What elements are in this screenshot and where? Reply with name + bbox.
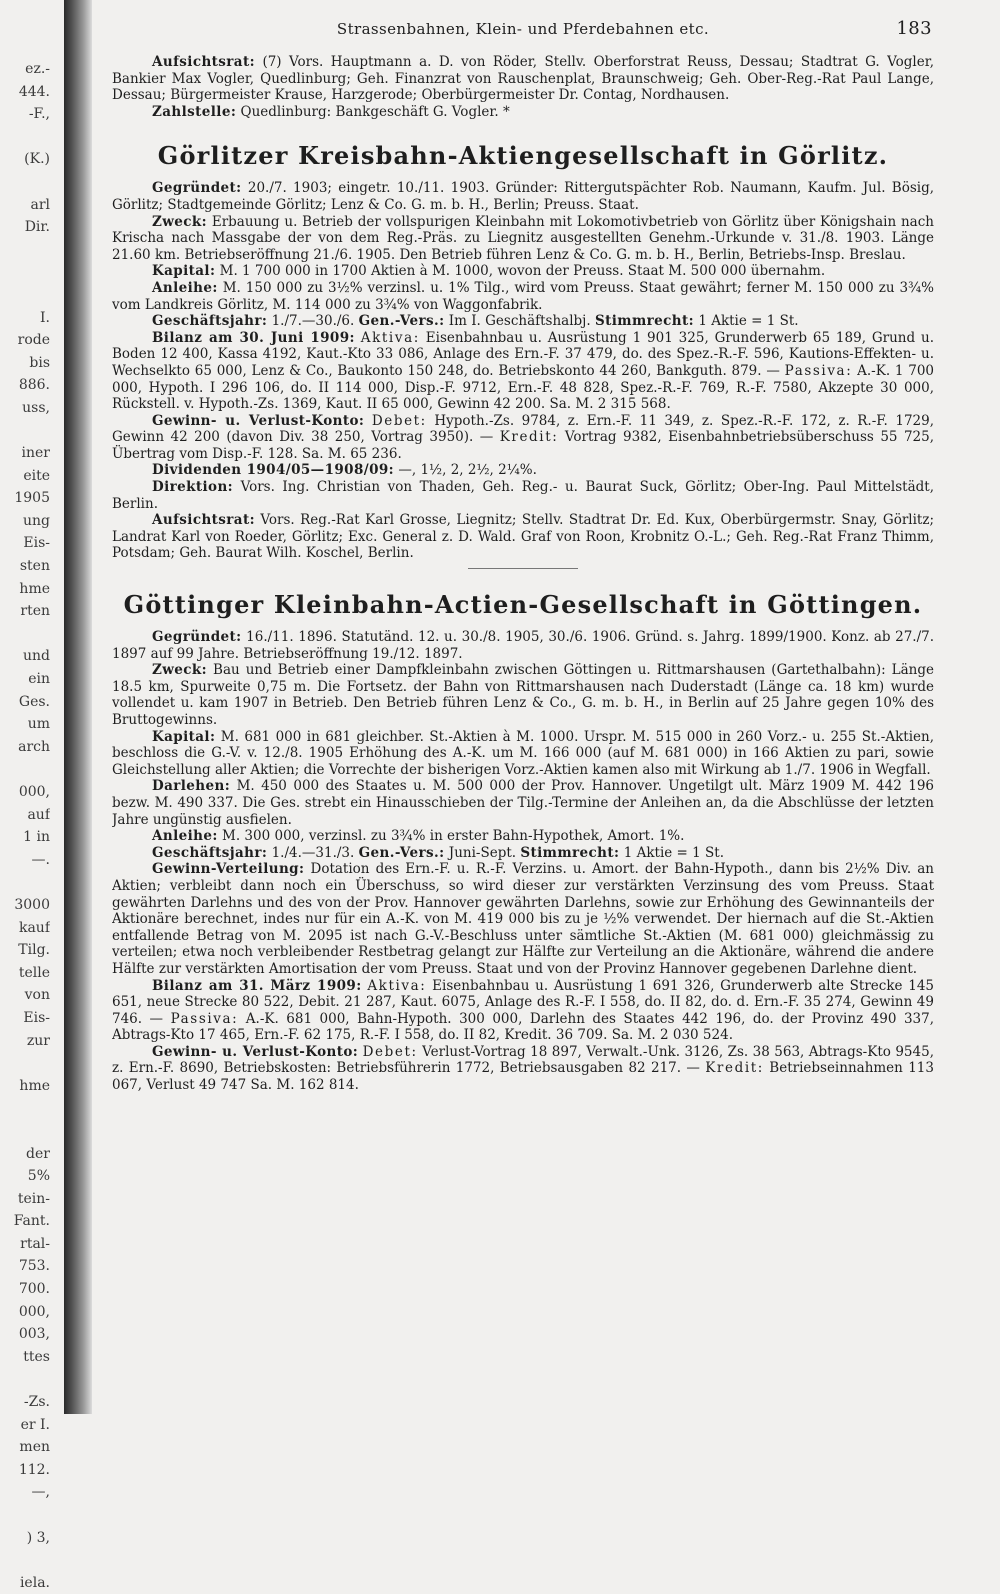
field-text: M. 450 000 des Staates u. M. 500 000 der Prov. Hannover. Ungetilgt ult. März 1909 M. 442 196 bezw. M. 490 337. Die Ges. strebt ein Hinausschieben der Tilg.-Termine der Anleihen an, da die Abschlüsse der letzten Jahre ungünstig ausfielen. [112,778,934,828]
margin-fragment: arch [18,738,50,755]
entry-paragraph [112,845,934,862]
field-label: Gewinn- u. Verlust-Konto: [152,1043,359,1060]
field-text: M. 300 000, verzinsl. zu 3¾% in erster Bahn-Hypothek, Amort. 1%. [222,828,685,845]
entry-paragraph [112,512,934,562]
margin-fragment: Fant. [13,1213,50,1230]
margin-fragment: Dir. [24,219,50,236]
field-label: Stimmrecht: [594,313,695,330]
entry-paragraph [112,462,934,479]
field-text: Vors. Ing. Christian von Thaden, Geh. Reg.- u. Baurat Suck, Görlitz; Ober-Ing. Paul Mittelstädt, Berlin. [112,479,934,512]
field-text: M. 150 000 zu 3½% verzinsl. u. 1% Tilg., wird vom Preuss. Staat gewährt; ferner M. 150 000 zu 3¾% vom Landkreis Görlitz, M. 114 000 zu 3¾% von Waggonfabrik. [112,279,934,313]
margin-fragment: arl [30,196,50,213]
field-label: Zahlstelle: [152,103,237,120]
entry-paragraph [112,662,934,728]
spaced-label: Passiva: [170,1010,239,1027]
entry-paragraph [112,180,934,213]
entry-paragraph [112,861,934,977]
field-label: Zweck: [152,662,208,679]
field-text: A.-K. 1 700 000, Hypoth. I 296 106, do. II 114 000, Disp.-F. 9712, Ern.-F. 48 828, Spez.-R.-F. 769, R.-F. 7580, Akzepte 30 000, Rückstell. v. Hypoth.-Zs. 1369, Kaut. II 65 000, Gewinn 42 200. Sa. M. 2 315 568. [112,362,934,413]
field-text: 16./11. 1896. Statutänd. 12. u. 30./8. 1905, 30./6. 1906. Gründ. s. Jahrg. 1899/1900. Konz. ab 27./7. 1897 auf 99 Jahre. Betriebseröffnung 19./12. 1897. [112,629,934,662]
entry-goerlitz [112,180,934,569]
margin-fragment: er I. [20,1416,50,1433]
field-label: Kapital: [152,263,216,280]
margin-fragment: 886. [18,377,50,394]
field-label: Anleihe: [152,279,218,296]
entry-paragraph [112,1044,934,1094]
field-text: Im I. Geschäftshalbj. [448,313,591,330]
margin-fragment: ) 3, [26,1529,50,1546]
entry-paragraph [112,104,934,121]
field-text: 1 Aktie = 1 St. [623,844,724,861]
entry-paragraph [112,828,934,845]
margin-fragment: —, [31,1484,50,1501]
margin-fragment: Eis- [23,1009,50,1026]
margin-fragment: 1 in [23,829,50,846]
entry-paragraph [112,313,934,330]
margin-fragment [0,1120,50,1143]
margin-fragment: von [24,987,50,1004]
entry-paragraph [112,978,934,1044]
margin-fragment: 700. [18,1281,50,1298]
margin-fragment [0,420,50,443]
field-label: Darlehen: [152,778,231,795]
facing-page-margin [0,58,50,1591]
field-text: Erbauung u. Betrieb der vollspurigen Kleinbahn mit Lokomotivbetrieb von Görlitz über Königshain nach Krischa nach Massgabe der von dem Reg.-Präs. zu Liegnitz ausgestellten Genehm.-Urkunde v. 31./8. 1903. Länge 21.60 km. Betriebseröffnung 21./6. 1905. Den Betrieb führen Lenz & Co. G. m. b. H., Berlin, Betriebs-Insp. Breslau. [112,213,934,263]
margin-fragment [0,1549,50,1572]
field-text: Eisenbahnbau u. Ausrüstung 1 901 325, Grunderwerb 65 189, Grund u. Boden 12 400, Kassa 4192, Kaut.-Kto 33 086, Anlage des Ern.-F. 37 479, do. des Spez.-R.-F. 596, Kautions-Effekten- u. Wechselkto 65 000, Lenz & Co., Baukonto 150 248, do. Betriebskonto 44 260, Bankguth. 879. — [112,329,934,379]
margin-fragment [0,758,50,781]
field-label: Bilanz am 31. März 1909: [152,977,362,994]
field-label: Gewinn-Verteilung: [152,861,305,878]
field-label: Geschäftsjahr: [152,844,268,861]
previous-entry-tail [112,54,934,120]
running-head-title: Strassenbahnen, Klein- und Pferdebahnen etc. [336,20,710,38]
spaced-label: Aktiva: [360,329,420,346]
margin-fragment: der [26,1145,50,1162]
margin-fragment: ttes [23,1348,50,1365]
field-text: 20./7. 1903; eingetr. 10./11. 1903. Gründer: Rittergutspächter Rob. Naumann, Kaufm. Jul. Bösig, Görlitz; Stadtgemeinde Görlitz; Lenz & Co. G. m. b. H., Berlin; Preuss. Staat. [112,180,934,213]
margin-mark: * [502,103,510,120]
field-text: —, 1½, 2, 2½, 2¼%. [398,462,537,479]
margin-fragment [0,171,50,194]
margin-fragment: Ges. [18,693,50,710]
margin-fragment [0,126,50,149]
field-text: M. 681 000 in 681 gleichber. St.-Aktien à M. 1000. Urspr. M. 515 000 in 260 Vorz.- u. 255 St.-Aktien, beschloss die G.-V. v. 12./8. 1905 Erhöhung des A.-K. um M. 166 000 (auf M. 681 000) in 166 Aktien zu pari, sowie Gleichstellung aller Aktien; die Vorrechte der bisherigen Vorz.-Aktien kamen also mit Wirkung ab 1./7. 1906 in Wegfall. [112,728,934,778]
running-head [112,14,934,44]
field-label: Anleihe: [152,828,218,845]
entry-paragraph [112,263,934,280]
spaced-label: Kredit: [705,1060,764,1077]
spaced-label: Kredit: [499,429,559,446]
field-text: Vors. Reg.-Rat Karl Grosse, Liegnitz; Stellv. Stadtrat Dr. Ed. Kux, Oberbürgermstr. Snay, Görlitz; Landrat Karl von Roeder, Görlitz; Exc. General z. D. Wald. Graf von Roon, Krobnitz O.-L.; Geh. Reg.-Rat Franz Thimm, Potsdam; Geh. Baurat Wilh. Koschel, Berlin. [112,512,934,562]
margin-fragment [0,261,50,284]
spaced-label: Aktiva: [367,977,427,994]
margin-fragment: 3000 [14,896,50,913]
field-text: Vortrag 9382, Eisenbahnbetriebsüberschuss 55 725, Übertrag vom Disp.-F. 128. Sa. M. 65 236. [112,429,934,462]
margin-fragment: ung [23,512,50,529]
field-label: Kapital: [152,728,216,745]
margin-fragment: iela. [19,1574,50,1591]
field-text: Hypoth.-Zs. 9784, z. Ern.-F. 11 349, z. Spez.-R.-F. 172, z. R.-F. 1729, Gewinn 42 200 (davon Div. 38 250, Vortrag 3950). — [112,412,934,446]
field-text: 1 Aktie = 1 St. [698,313,799,330]
entry-paragraph [112,330,934,413]
margin-fragment: 5% [27,1168,50,1185]
margin-fragment: ein [28,671,50,688]
margin-fragment: —. [31,851,50,868]
entry-paragraph [112,778,934,828]
spaced-label: Debet: [371,412,427,429]
margin-fragment: 753. [18,1258,50,1275]
page-number: 183 [896,18,932,39]
entry-paragraph [112,280,934,313]
field-label: Dividenden 1904/05—1908/09: [152,462,395,479]
field-text: M. 1 700 000 in 1700 Aktien à M. 1000, wovon der Preuss. Staat M. 500 000 übernahm. [219,263,826,280]
margin-fragment: telle [18,964,50,981]
margin-fragment: 1905 [14,490,50,507]
margin-fragment: um [27,716,50,733]
margin-fragment: rten [20,603,50,620]
field-text: Juni-Sept. [448,844,517,861]
entry-goettingen [112,629,934,1094]
field-label: Direktion: [152,479,234,496]
field-label: Gegründet: [152,629,242,646]
margin-fragment: sten [19,558,50,575]
margin-fragment: bis [29,354,50,371]
margin-fragment [0,1504,50,1527]
entry-paragraph [112,54,934,104]
field-label: Zweck: [152,213,208,230]
field-text: 1./7.—30./6. [271,313,355,330]
margin-fragment: iner [21,445,50,462]
field-label: Aufsichtsrat: [152,512,255,529]
field-text: A.-K. 681 000, Bahn-Hypoth. 300 000, Darlehn des Staates 442 196, do. der Provinz 490 337, Abtrags-Kto 17 465, Ern.-F. 62 175, R.-F. I 558, do. II 82, Kredit. 36 709. Sa. M. 2 030 524. [112,1010,934,1044]
field-text: Quedlinburg: Bankgeschäft G. Vogler. [240,103,499,120]
margin-fragment [0,871,50,894]
margin-fragment [0,284,50,307]
margin-fragment: rode [17,332,50,349]
field-label: Bilanz am 30. Juni 1909: [152,329,355,346]
field-text: Dotation des Ern.-F. u. R.-F. Verzins. u. Amort. der Bahn-Hypoth., dann bis 2½% Div. an Aktien; verbleibt dann noch ein Überschuss, so wird dieser zur verstärkten Verzinsung des vom Preuss. Staat gewährten Darlehns und des von der Prov. Hannover gewährten Darlehns, sowie zur Erhöhung des Gewinnanteils der Aktionäre berechnet, indes nur für ein A.-K. von M. 419 000 bis zu je ½% verwendet. Der hiernach auf die St.-Aktien entfallende Betrag von M. 2095 ist nach G.-V.-Beschluss unter sämtliche St.-Aktien (M. 681 000) gleichmässig zu verteilen; etwa noch verbleibender Restbetrag gelangt zur Hälfte zur Verteilung an die Aktionäre, während die andere Hälfte zur verstärkten Amortisation der vom Preuss. Staat und von der Provinz Hannover gegebenen Darlehne dient. [112,861,934,977]
margin-fragment [0,1097,50,1120]
margin-fragment: I. [40,309,50,326]
field-text: 1./4.—31./3. [271,844,355,861]
page-content [112,14,934,1394]
entry-paragraph [112,413,934,463]
margin-fragment: Eis- [23,535,50,552]
entry-paragraph [112,214,934,264]
margin-fragment: zur [26,1032,50,1049]
spaced-label: Debet: [362,1043,418,1060]
margin-fragment: ez.- [25,61,50,77]
margin-fragment: 444. [18,83,50,100]
margin-fragment: tein- [17,1190,50,1207]
company-title-goettingen: Göttinger Kleinbahn-Actien-Gesellschaft in Göttingen. [123,590,923,620]
margin-fragment: 000, [18,1303,50,1320]
field-text: Verlust-Vortrag 18 897, Verwalt.-Unk. 3126, Zs. 38 563, Abtrags-Kto 9545, z. Ern.-F. 8690, Betriebskosten: Betriebsführerin 1772, Betriebsausgaben 82 217. — [112,1043,934,1077]
section-divider [468,568,578,569]
field-text: Bau und Betrieb einer Dampfkleinbahn zwischen Göttingen u. Rittmarshausen (Gartethalbahn): Länge 18.5 km, Spurweite 0,75 m. Die Fortsetz. der Bahn von Rittmarshausen nach Duderstadt (Länge ca. 18 km) wurde vollendet u. kam 1907 in Betrieb. Den Betrieb führen Lenz & Co., G. m. b. H., in Berlin auf 25 Jahre gegen 10% des Bruttogewinns. [112,662,934,728]
field-label: Aufsichtsrat: [152,54,255,70]
field-label: Stimmrecht: [520,844,620,861]
entry-paragraph [112,729,934,779]
margin-fragment: rtal- [20,1235,50,1252]
margin-fragment [0,1052,50,1075]
field-label: Geschäftsjahr: [152,313,268,330]
entry-paragraph [112,479,934,512]
margin-fragment: 003, [18,1326,50,1343]
margin-fragment: -F., [28,106,50,123]
field-label: Gen.-Vers.: [358,844,445,861]
entry-paragraph [112,629,934,662]
margin-fragment: 000, [18,784,50,800]
margin-fragment: hme [19,580,50,597]
margin-fragment: auf [27,806,50,823]
margin-fragment [0,623,50,646]
margin-fragment: hme [19,1077,50,1094]
margin-fragment: men [19,1439,50,1456]
margin-fragment: Tilg. [18,942,50,959]
field-text: Eisenbahnbau u. Ausrüstung 1 691 326, Grunderwerb alte Strecke 145 651, neue Strecke 80 522, Debit. 21 287, Kaut. 6075, Anlage des R.-F. I 558, do. II 82, do. d. Ern.-F. 35 274, Gewinn 49 746. — [112,977,934,1027]
book-spine-shadow [64,0,92,1414]
margin-fragment: (K.) [24,151,50,168]
margin-fragment: kauf [18,919,50,936]
field-label: Gewinn- u. Verlust-Konto: [152,412,365,429]
spaced-label: Passiva: [784,362,853,379]
margin-fragment: und [23,648,50,665]
margin-fragment: 112. [18,1461,50,1478]
company-title-goerlitz: Görlitzer Kreisbahn-Aktiengesellschaft in Görlitz. [157,141,889,171]
margin-fragment [0,1368,50,1391]
margin-fragment: eite [23,467,50,484]
margin-fragment: uss, [22,399,50,416]
field-text: Betriebseinnahmen 113 067, Verlust 49 747 Sa. M. 162 814. [112,1060,934,1094]
field-label: Gen.-Vers.: [358,313,445,330]
margin-fragment: -Zs. [23,1394,50,1411]
margin-fragment [0,239,50,262]
field-label: Gegründet: [152,180,242,197]
field-text: (7) Vors. Hauptmann a. D. von Röder, Stellv. Oberforstrat Reuss, Dessau; Stadtrat G. Vogler, Bankier Max Vogler, Quedlinburg; Geh. Finanzrat von Rauschenplat, Braunschweig; Geh. Ober-Reg.-Rat Paul Lange, Dessau; Bürgermeister Krause, Harzgerode; Oberbürgermeister Dr. Contag, Nordhausen. [112,54,934,104]
